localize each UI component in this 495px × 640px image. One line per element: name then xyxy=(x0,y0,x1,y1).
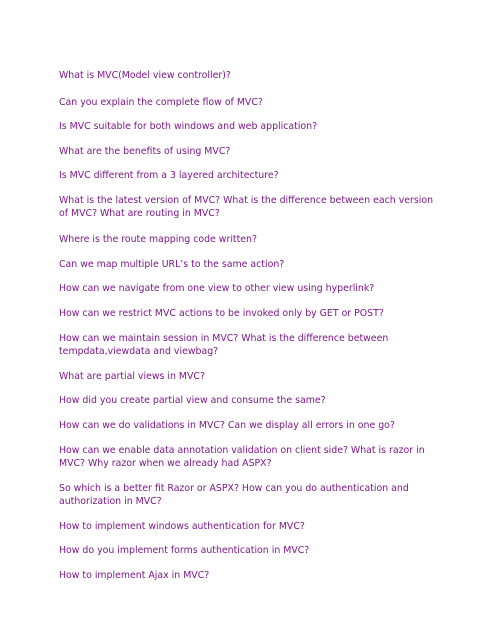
question-line: So which is a better fit Razor or ASPX? How can you do authentication and xyxy=(59,483,409,494)
question-item xyxy=(59,258,439,271)
question-item xyxy=(59,194,439,220)
question-line: Is MVC different from a 3 layered architecture? xyxy=(59,170,279,181)
question-item xyxy=(59,96,439,109)
question-item xyxy=(59,370,439,383)
question-item xyxy=(59,444,439,470)
question-item xyxy=(59,332,439,358)
question-line: Is MVC suitable for both windows and web application? xyxy=(59,121,318,132)
question-line: Where is the route mapping code written? xyxy=(59,234,257,245)
question-line: Can we map multiple URL’s to the same action? xyxy=(59,259,285,270)
question-item xyxy=(59,520,439,533)
question-line: What is MVC(Model view controller)? xyxy=(59,70,231,81)
question-line: How to implement Ajax in MVC? xyxy=(59,570,210,581)
question-line: MVC? Why razor when we already had ASPX? xyxy=(59,458,272,469)
question-line: How can we maintain session in MVC? What is the difference between xyxy=(59,333,389,344)
question-line: How to implement windows authentication for MVC? xyxy=(59,521,305,532)
question-item xyxy=(59,394,439,407)
question-line: How can we navigate from one view to other view using hyperlink? xyxy=(59,283,375,294)
question-line: How do you implement forms authentication in MVC? xyxy=(59,545,310,556)
question-item xyxy=(59,233,439,246)
question-item xyxy=(59,120,439,133)
question-line: How can we do validations in MVC? Can we display all errors in one go? xyxy=(59,420,395,431)
question-line: What is the latest version of MVC? What is the difference between each version xyxy=(59,195,434,206)
question-line: How can we enable data annotation validation on client side? What is razor in xyxy=(59,445,425,456)
question-item xyxy=(59,569,439,582)
question-line: How can we restrict MVC actions to be invoked only by GET or POST? xyxy=(59,308,384,319)
question-item xyxy=(59,169,439,182)
question-item xyxy=(59,482,439,508)
question-item xyxy=(59,145,439,158)
question-line: authorization in MVC? xyxy=(59,496,162,507)
question-item xyxy=(59,544,439,557)
question-item xyxy=(59,69,439,82)
question-line: of MVC? What are routing in MVC? xyxy=(59,208,220,219)
question-item xyxy=(59,282,439,295)
question-item xyxy=(59,307,439,320)
question-item xyxy=(59,419,439,432)
question-line: What are partial views in MVC? xyxy=(59,371,205,382)
question-line: tempdata,viewdata and viewbag? xyxy=(59,346,219,357)
question-line: Can you explain the complete flow of MVC? xyxy=(59,97,263,108)
question-line: What are the benefits of using MVC? xyxy=(59,146,231,157)
question-line: How did you create partial view and consume the same? xyxy=(59,395,326,406)
